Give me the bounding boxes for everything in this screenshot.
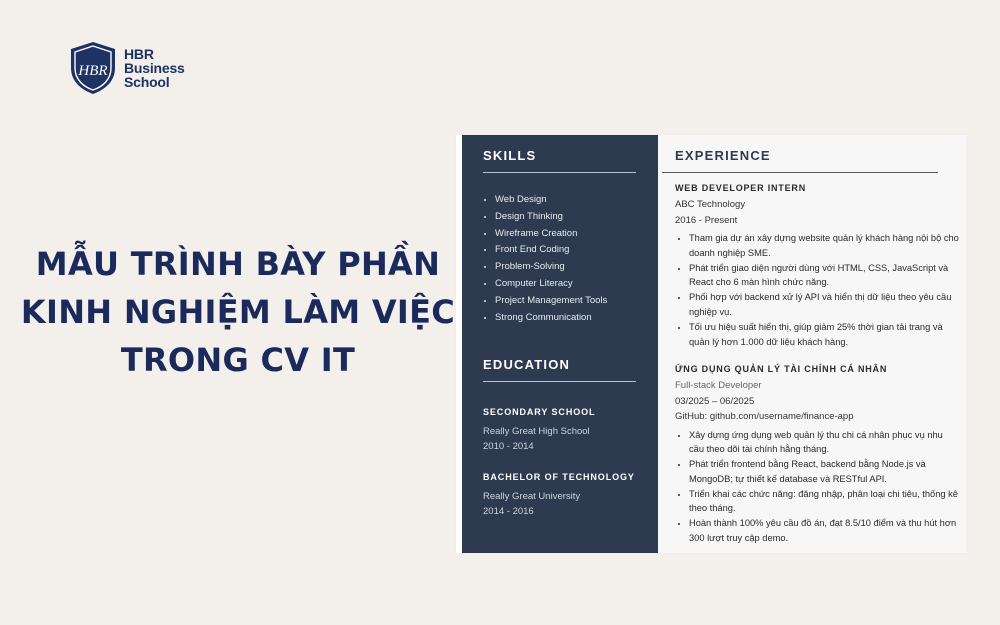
skill-item: • Problem-Solving xyxy=(495,259,607,276)
skill-item: • Web Design xyxy=(495,192,607,209)
education-degree: SECONDARY SCHOOL xyxy=(483,407,596,417)
cv-main-column xyxy=(658,135,966,553)
job-bullet: • Phối hợp với backend xử lý API và hiển thị dữ liệu theo yêu cầu nghiệp vụ. xyxy=(689,290,960,320)
job-role: Full-stack Developer xyxy=(675,380,762,391)
logo-monogram: HBR xyxy=(78,63,108,79)
job-bullet: • Xây dựng ứng dụng web quản lý thu chi cá nhân phục vụ nhu cầu theo dõi tài chính hằng tháng. xyxy=(689,428,960,458)
skill-item: • Design Thinking xyxy=(495,209,607,226)
headline-line-2: KINH NGHIỆM LÀM VIỆC xyxy=(20,293,456,331)
job-title: WEB DEVELOPER INTERN xyxy=(675,183,807,193)
job-period: 03/2025 – 06/2025 xyxy=(675,395,755,407)
skills-heading: SKILLS xyxy=(483,148,537,163)
skills-divider xyxy=(483,172,636,173)
job-title: ỨNG DỤNG QUẢN LÝ TÀI CHÍNH CÁ NHÂN xyxy=(675,364,888,374)
cv-sidebar xyxy=(462,135,658,553)
cv-preview xyxy=(456,135,966,553)
logo-wordmark xyxy=(124,47,185,89)
experience-entry xyxy=(675,183,960,349)
job-period: 2016 - Present xyxy=(675,214,738,226)
education-entry xyxy=(483,470,635,520)
experience-heading: EXPERIENCE xyxy=(675,148,771,163)
skill-item: • Strong Communication xyxy=(495,310,607,327)
job-bullet: • Tham gia dự án xây dựng website quản lý khách hàng nội bộ cho doanh nghiệp SME. xyxy=(689,231,960,261)
education-heading: EDUCATION xyxy=(483,357,571,372)
experience-divider xyxy=(662,172,938,173)
education-degree: BACHELOR OF TECHNOLOGY xyxy=(483,472,635,482)
headline-line-1: MẪU TRÌNH BÀY PHẦN xyxy=(35,245,441,283)
skills-list xyxy=(483,192,607,326)
logo-line-1: HBR xyxy=(124,46,154,62)
job-bullet: • Phát triển giao diện người dùng với HTML, CSS, JavaScript và React cho 6 màn hình chức năng. xyxy=(689,261,960,291)
education-years: 2010 - 2014 xyxy=(483,441,534,452)
job-bullet: • Triển khai các chức năng: đăng nhập, phân loại chi tiêu, thống kê theo tháng. xyxy=(689,487,960,517)
education-school: Really Great High School xyxy=(483,425,590,437)
job-bullets xyxy=(675,231,960,349)
experience-entry xyxy=(675,364,960,546)
shield-logo-icon xyxy=(68,40,118,96)
page-headline xyxy=(18,240,458,384)
job-bullets xyxy=(675,428,960,546)
education-years: 2014 - 2016 xyxy=(483,506,534,517)
skill-item: • Wireframe Creation xyxy=(495,226,607,243)
logo-line-2: Business xyxy=(124,60,185,76)
education-divider xyxy=(483,381,636,382)
job-bullet: • Tối ưu hiệu suất hiển thị, giúp giảm 25% thời gian tải trang và quản lý hơn 1.000 dữ liệu khách hàng. xyxy=(689,320,960,350)
skill-item: • Project Management Tools xyxy=(495,293,607,310)
education-school: Really Great University xyxy=(483,490,581,502)
education-entry xyxy=(483,405,595,455)
logo-line-3: School xyxy=(124,74,170,90)
job-link: GitHub: github.com/username/finance-app xyxy=(675,411,854,422)
brand-logo xyxy=(68,40,185,96)
skill-item: • Front End Coding xyxy=(495,242,607,259)
headline-line-3: TRONG CV IT xyxy=(120,341,356,379)
job-company: ABC Technology xyxy=(675,199,746,210)
job-bullet: • Hoàn thành 100% yêu cầu đồ án, đạt 8.5/10 điểm và thu hút hơn 300 lượt truy cập demo. xyxy=(689,516,960,546)
skill-item: • Computer Literacy xyxy=(495,276,607,293)
job-bullet: • Phát triển frontend bằng React, backend bằng Node.js và MongoDB; tự thiết kế database và RESTful API. xyxy=(689,457,960,487)
